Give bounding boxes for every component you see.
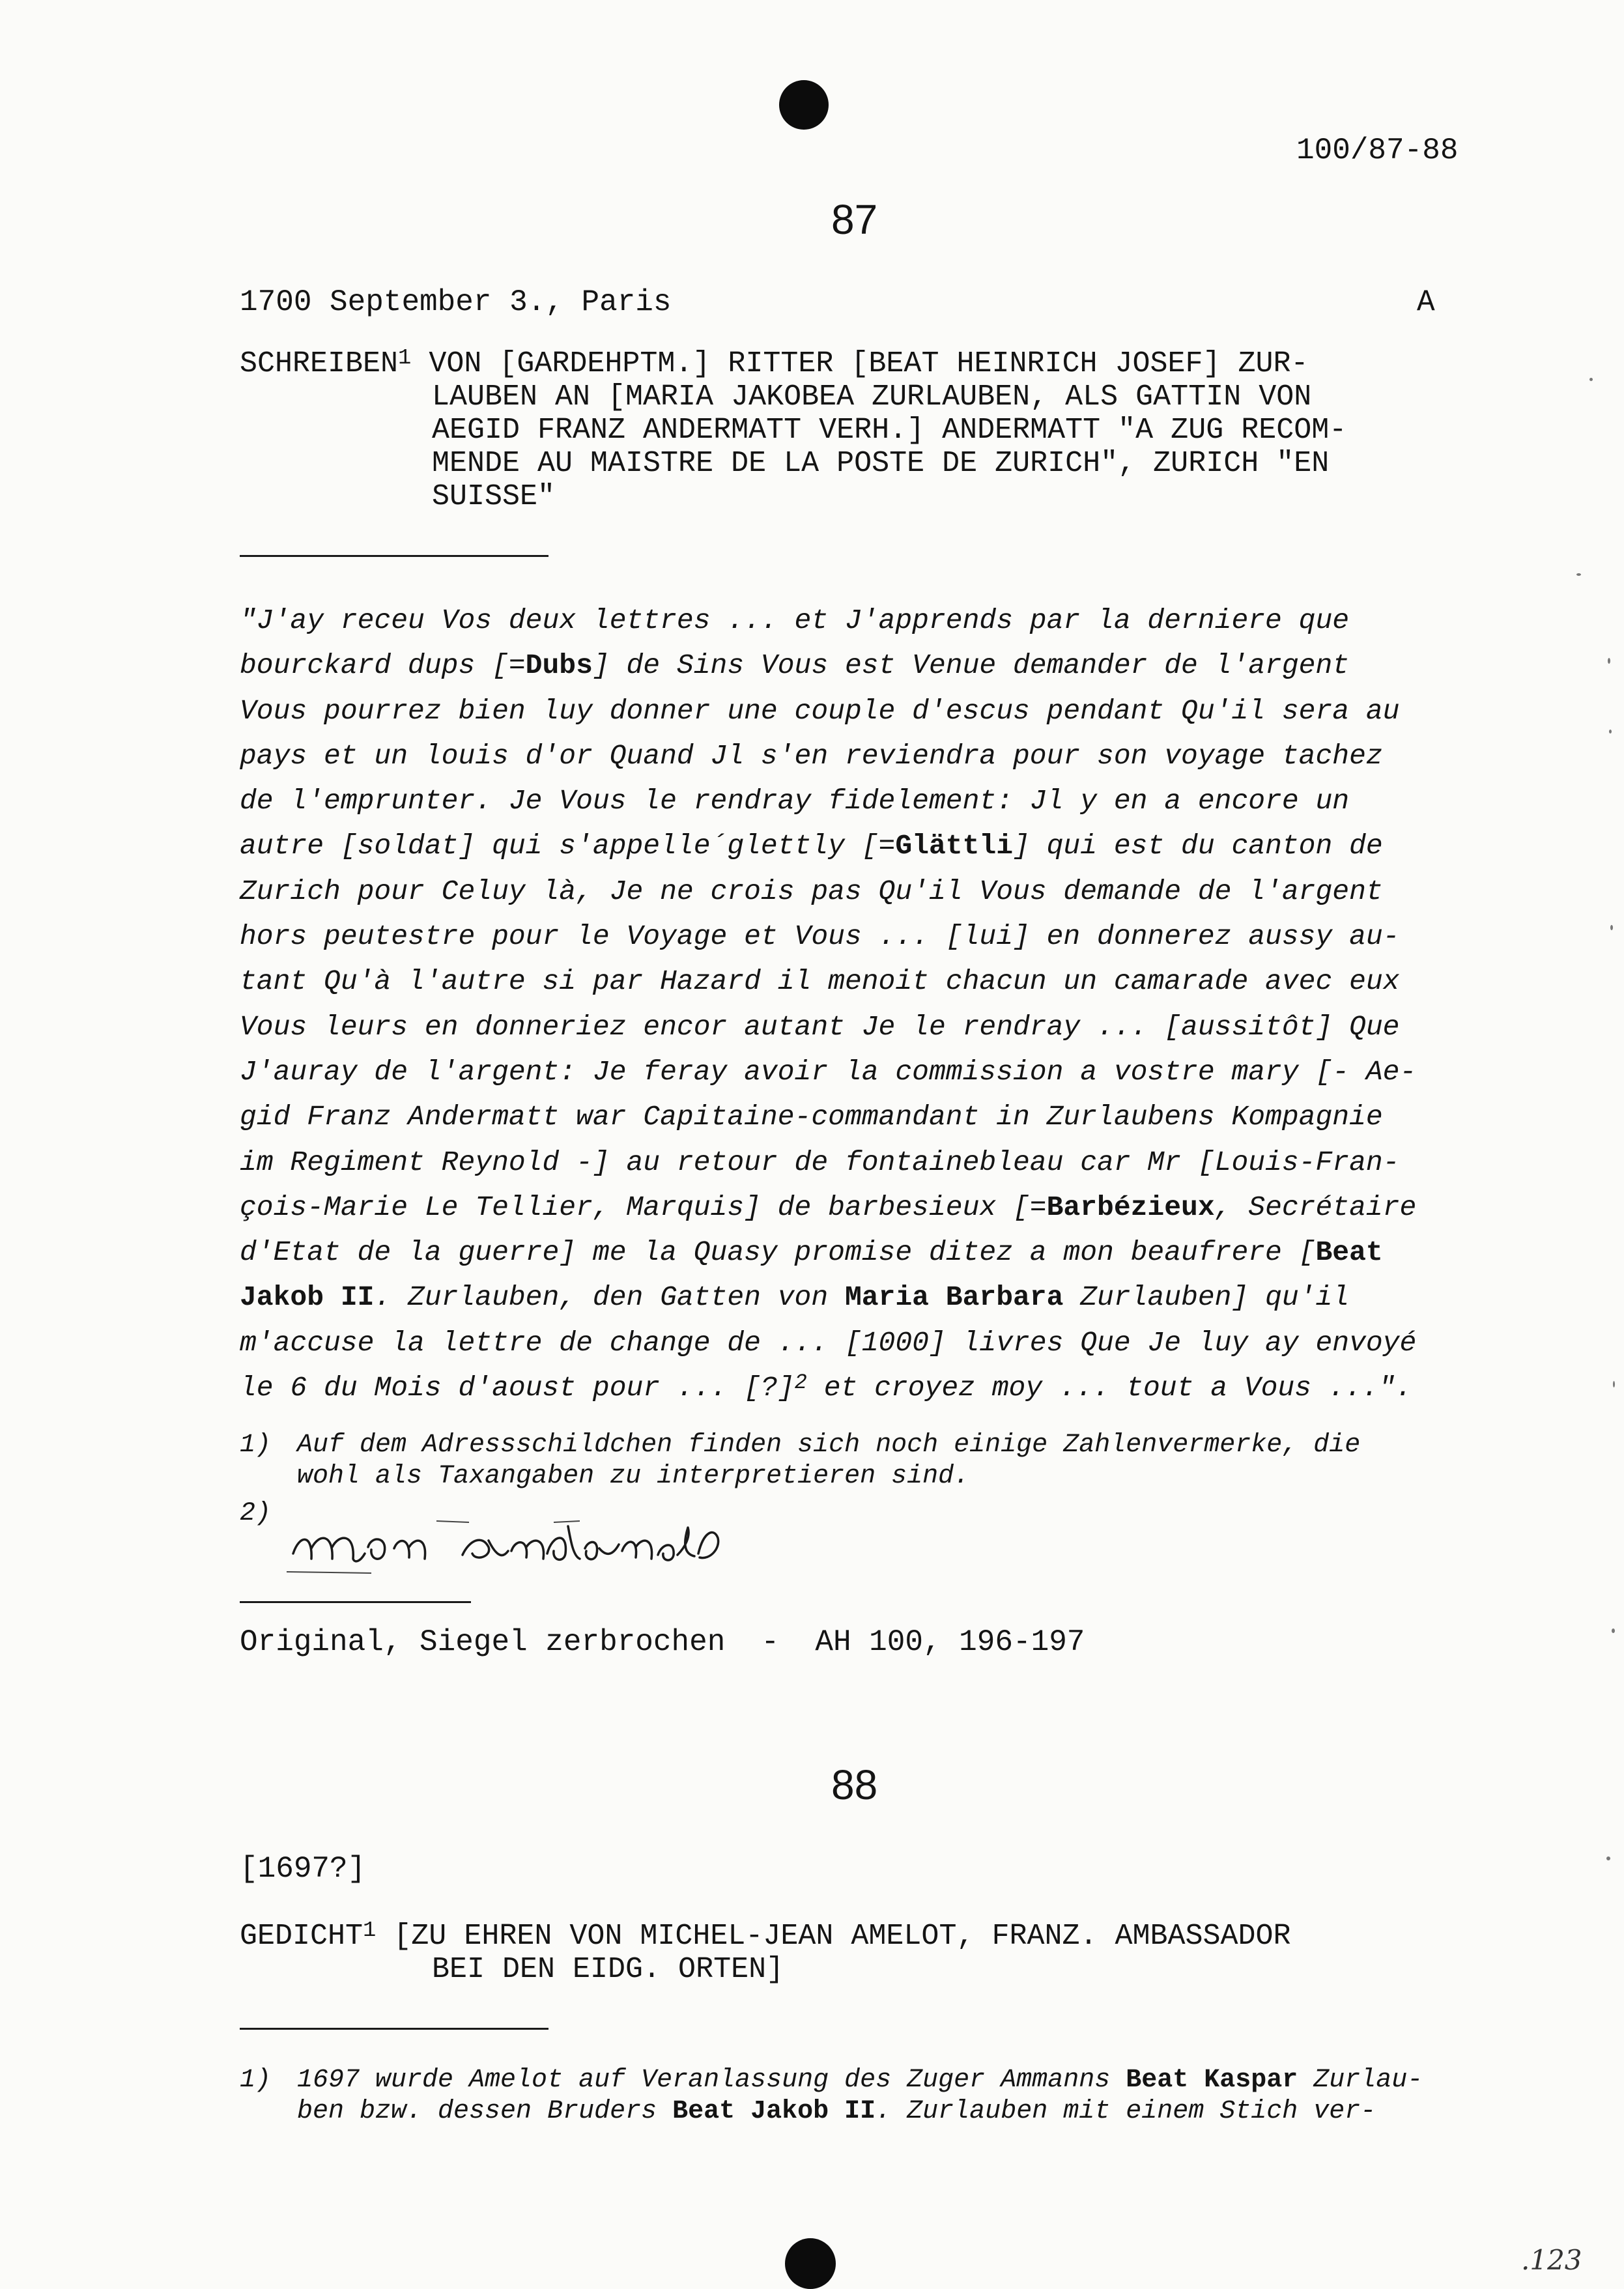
title-line-3: AEGID FRANZ ANDERMATT VERH.] ANDERMATT "A ZUG RECOM- [432,414,1347,447]
letter-line: "J'ay receu Vos deux lettres ... et J'apprends par la derniere que [240,604,1350,636]
letter-line: pays et un louis d'or Quand Jl s'en reviendra pour son voyage tachez [240,739,1383,772]
scan-speck [1608,658,1610,664]
scan-speck [1612,1628,1615,1633]
punch-hole-top [779,80,829,130]
signature-caption: mon andermatt [274,1508,279,1509]
separator-rule [240,2028,548,2030]
document-title-87 [240,347,1464,513]
footnote-number: 1) [240,1430,272,1460]
source-note: Original, Siegel zerbrochen - AH 100, 196-197 [240,1625,1085,1659]
document-number-87: 87 [831,196,878,243]
footnote-2-number: 2) [240,1499,272,1528]
letter-line: hors peutestre pour le Voyage et Vous ... [lui] en donnerez aussy au- [240,920,1400,953]
separator-rule [240,1601,471,1603]
letter-line: J'auray de l'argent: Je feray avoir la commission a vostre mary [- Ae- [240,1055,1417,1088]
footnote-1-88: 1) 1697 wurde Amelot auf Veranlassung des Zuger Ammanns Beat Kaspar Zurlau- ben bzw. dessen Bruders Beat Jakob II. Zurlauben mit einem Stich ver- [240,2066,1423,2126]
letter-line: m'accuse la lettre de change de ... [1000] livres Que Je luy ay envoyé [240,1326,1417,1359]
scan-speck [1589,378,1593,381]
document-number-88: 88 [831,1761,878,1808]
scan-speck [1609,730,1612,733]
letter-line: tant Qu'à l'autre si par Hazard il menoit chacun un camarade avec eux [240,965,1400,998]
title-footnote-mark: 1 [363,1918,377,1944]
folio-mark: .123 [1521,2244,1582,2276]
letter-line: Vous leurs en donneriez encor autant Je le rendray ... [aussitôt] Que [240,1010,1400,1043]
title-word: SCHREIBEN [240,347,399,380]
document-date-place: 1700 September 3., Paris [240,285,672,319]
letter-line: de l'emprunter. Je Vous le rendray fidelement: Jl y en a encore un [240,785,1350,818]
document-title-88 [240,1920,1464,1986]
letter-line: le 6 du Mois d'aoust pour ... [?]$^2$ et croyez moy ... tout a Vous ...". [240,1370,1412,1404]
document-flag: A [1417,285,1435,319]
letter-line: çois-Marie Le Tellier, Marquis] de barbesieux [=Barbézieux, Secrétaire [240,1191,1417,1223]
title-footnote-mark: 1 [398,346,412,371]
footnote-number: 1) [240,2066,272,2095]
letter-line: d'Etat de la guerre] me la Quasy promise ditez a mon beaufrere [Beat [240,1236,1383,1269]
letter-footnote-mark: 2 [794,1370,807,1395]
title-line-2: BEI DEN EIDG. ORTEN] [432,1953,784,1986]
separator-rule [240,555,548,557]
punch-hole-bottom [785,2238,836,2289]
letter-line: gid Franz Andermatt war Capitaine-commandant in Zurlaubens Kompagnie [240,1101,1383,1133]
title-line-5: SUISSE" [432,480,556,513]
scan-speck [1613,1381,1615,1387]
signature-image [274,1508,730,1586]
page-reference: 100/87-88 [1296,134,1459,167]
letter-line: bourckard dups [=Dubs] de Sins Vous est Venue demander de l'argent [240,649,1350,682]
letter-text [240,598,1477,1410]
letter-line: autre [soldat] qui s'appelle´glettly [=Glättli] qui est du canton de [240,830,1383,862]
letter-line: Vous pourrez bien luy donner une couple d'escus pendant Qu'il sera au [240,694,1400,727]
title-line-2: LAUBEN AN [MARIA JAKOBEA ZURLAUBEN, ALS GATTIN VON [432,380,1312,414]
scan-speck [1606,1856,1610,1860]
footnote-1-87: 1) Auf dem Adressschildchen finden sich noch einige Zahlenvermerke, die wohl als Taxangaben zu interpretieren sind. [240,1430,1361,1491]
title-word: GEDICHT [240,1920,363,1953]
scan-speck [1610,925,1613,930]
document-date-88: [1697?] [240,1852,366,1886]
letter-line: Jakob II. Zurlauben, den Gatten von Maria Barbara Zurlauben] qu'il [240,1281,1350,1314]
title-line-1: SCHREIBEN$^1$ VON [GARDEHPTM.] RITTER [BEAT HEINRICH JOSEF] ZUR- [240,346,1309,380]
scan-speck [1576,573,1581,576]
title-line-4: MENDE AU MAISTRE DE LA POSTE DE ZURICH", ZURICH "EN [432,447,1330,480]
letter-line: Zurich pour Celuy là, Je ne crois pas Qu'il Vous demande de l'argent [240,875,1383,907]
letter-line: im Regiment Reynold -] au retour de fontainebleau car Mr [Louis-Fran- [240,1146,1400,1178]
title-line-1: GEDICHT$^1$ [ZU EHREN VON MICHEL-JEAN AMELOT, FRANZ. AMBASSADOR [240,1918,1291,1953]
